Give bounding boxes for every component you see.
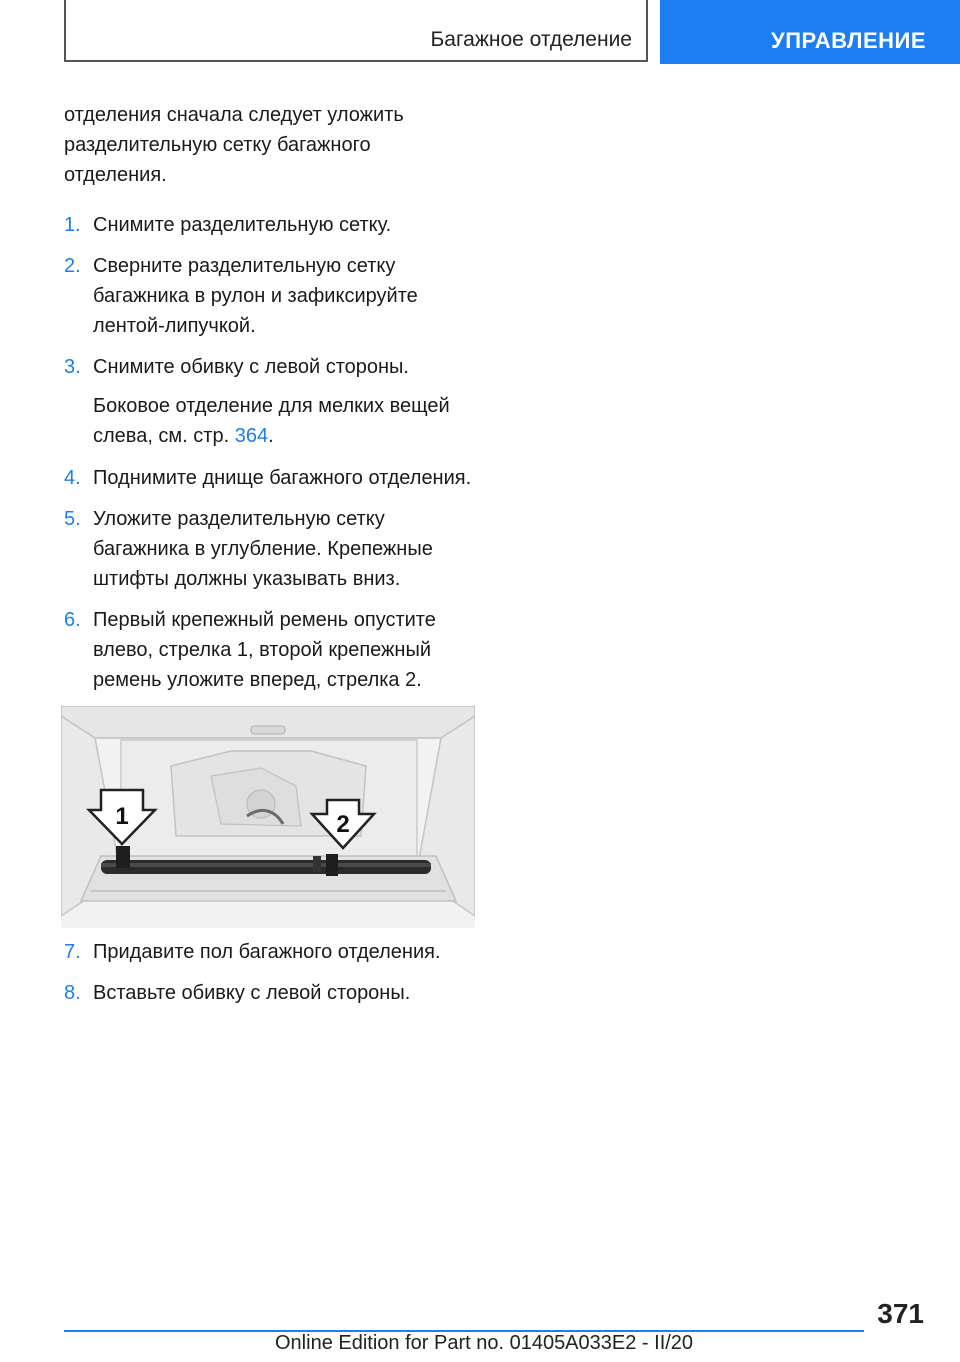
step-item xyxy=(64,978,476,1008)
step-item xyxy=(64,352,476,382)
cross-reference-note xyxy=(64,391,476,451)
step-number: 6. xyxy=(64,609,81,631)
main-content xyxy=(64,100,476,1019)
step-text: Уложите разделительную сетку багажника в углубление. Крепежные штифты должны указывать вниз. xyxy=(93,508,433,590)
section-title: Багажное отделение xyxy=(430,28,632,51)
step-text: Сверните разделительную сетку багажника в рулон и зафиксируйте лентой-липучкой. xyxy=(93,255,418,337)
step-text: Придавите пол багажного отделения. xyxy=(93,941,441,963)
chapter-tab[interactable] xyxy=(660,0,960,64)
step-text: Вставьте обивку с левой стороны. xyxy=(93,982,411,1004)
step-item xyxy=(64,605,476,695)
steps-list-b xyxy=(64,463,476,695)
step-text: Поднимите днище багажного отделения. xyxy=(93,467,472,489)
step-number: 3. xyxy=(64,356,81,378)
arrow-1-label: 1 xyxy=(115,803,129,830)
steps-list-c xyxy=(64,937,476,1008)
step-item xyxy=(64,463,476,493)
trunk-illustration-svg xyxy=(61,706,475,928)
chapter-title: УПРАВЛЕНИЕ xyxy=(771,28,926,53)
note-text: Боковое отделение для мелких вещей слева, см. стр. xyxy=(93,395,450,447)
note-suffix: . xyxy=(268,425,274,447)
step-number: 8. xyxy=(64,982,81,1004)
header-section-box xyxy=(64,0,648,62)
step-text: Снимите разделительную сетку. xyxy=(93,214,392,236)
step-number: 7. xyxy=(64,941,81,963)
trunk-illustration xyxy=(61,706,475,928)
arrow-2-label: 2 xyxy=(336,811,350,838)
step-item xyxy=(64,210,476,240)
step-number: 1. xyxy=(64,214,81,236)
step-item xyxy=(64,504,476,594)
step-text: Снимите обивку с левой стороны. xyxy=(93,356,409,378)
page-number: 371 xyxy=(877,1298,924,1329)
step-number: 5. xyxy=(64,508,81,530)
step-item xyxy=(64,251,476,341)
page-link[interactable]: 364 xyxy=(234,425,269,447)
step-number: 2. xyxy=(64,255,81,277)
intro-paragraph: отделения сначала следует уложить разделительную сетку багажного отделения. xyxy=(64,104,404,186)
steps-list-a xyxy=(64,210,476,382)
step-item xyxy=(64,937,476,967)
edition-text: Online Edition for Part no. 01405A033E2 - II/20 xyxy=(275,1332,694,1354)
step-number: 4. xyxy=(64,467,81,489)
step-text: Первый крепежный ремень опустите влево, стрелка 1, второй крепежный ремень уложите вперед, стрелка 2. xyxy=(93,609,436,691)
